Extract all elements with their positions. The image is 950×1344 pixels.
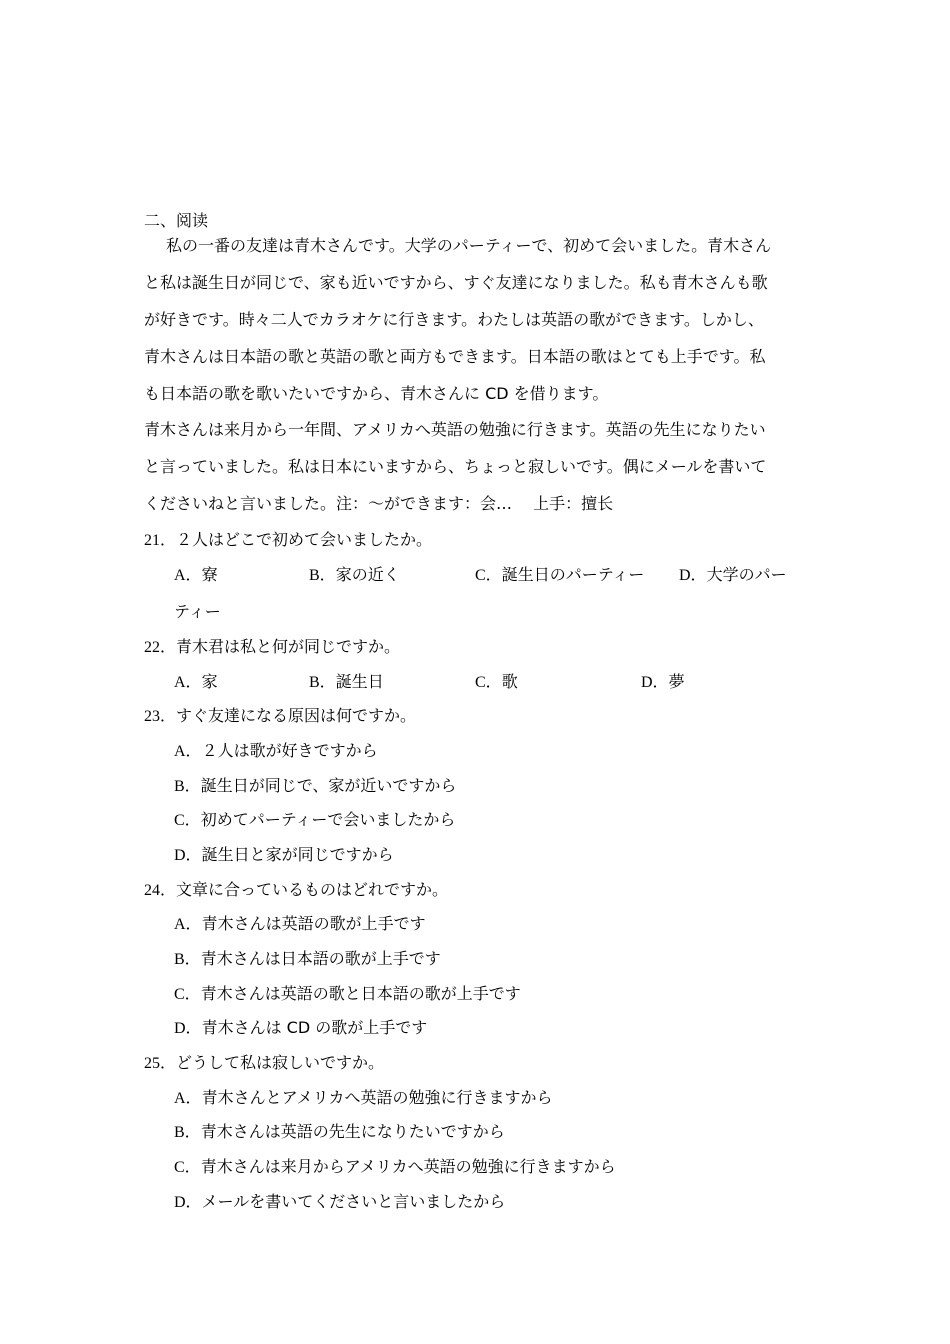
option-a: A．寮 — [174, 565, 218, 584]
option-c: C．初めてパーティーで会いましたから — [174, 810, 456, 829]
option-d: D．大学のパー — [679, 565, 787, 584]
question-text: 文章に合っているものはどれですか。 — [176, 880, 449, 899]
passage-line: 青木さんは日本語の歌と英語の歌と両方もできます。日本語の歌はとても上手です。私 — [144, 347, 766, 366]
option-row — [174, 565, 814, 585]
option-b: B．家の近く — [309, 565, 400, 584]
question-number: 22． — [144, 639, 177, 656]
option-b: B．青木さんは日本語の歌が上手です — [174, 949, 441, 968]
question-text: どうして私は寂しいですか。 — [176, 1053, 385, 1072]
question-text: ２人はどこで初めて会いましたか。 — [176, 530, 433, 549]
option-d: D．メールを書いてくださいと言いましたから — [174, 1192, 506, 1211]
passage-line: と言っていました。私は日本にいますから、ちょっと寂しいです。偶にメールを書いて — [144, 457, 767, 476]
passage-line: が好きです。時々二人でカラオケに行きます。わたしは英語の歌ができます。しかし、 — [144, 310, 764, 329]
question-text: 青木君は私と何が同じですか。 — [176, 637, 401, 656]
option-d-continued: ティー — [174, 602, 221, 621]
question-number: 23． — [144, 708, 177, 725]
passage-line: 青木さんは来月から一年間、アメリカへ英語の勉強に行きます。英語の先生になりたい — [144, 420, 766, 439]
question-stem — [144, 1053, 384, 1073]
option-b: B．誕生日 — [309, 672, 384, 691]
option-d: D．誕生日と家が同じですから — [174, 845, 394, 864]
question-number: 25． — [144, 1055, 177, 1072]
question-stem — [144, 706, 416, 726]
option-b: B．青木さんは英語の先生になりたいですから — [174, 1122, 505, 1141]
option-c: C．青木さんは来月からアメリカへ英語の勉強に行きますから — [174, 1157, 616, 1176]
question-number: 21． — [144, 532, 177, 549]
option-d: D．青木さんは CD の歌が上手です — [174, 1018, 428, 1037]
option-c: C．歌 — [475, 672, 518, 691]
passage-line: くださいねと言いました。注：～ができます：会… 上手：擅长 — [144, 494, 614, 513]
passage-line: 私の一番の友達は青木さんです。大学のパーティーで、初めて会いました。青木さん — [166, 236, 772, 255]
question-number: 24． — [144, 882, 177, 899]
option-c: C．誕生日のパーティー — [475, 565, 645, 584]
section-title: 二、阅读 — [144, 211, 209, 230]
option-c: C．青木さんは英語の歌と日本語の歌が上手です — [174, 984, 521, 1003]
passage-line: と私は誕生日が同じで、家も近いですから、すぐ友達になりました。私も青木さんも歌 — [144, 273, 768, 292]
question-text: すぐ友達になる原因は何ですか。 — [176, 706, 417, 725]
option-d: D．夢 — [641, 672, 685, 691]
passage-line: も日本語の歌を歌いたいですから、青木さんに CD を借ります。 — [144, 384, 609, 403]
question-stem — [144, 637, 400, 657]
question-stem — [144, 530, 432, 550]
option-a: A．青木さんとアメリカへ英語の勉強に行きますから — [174, 1088, 553, 1107]
option-a: A．家 — [174, 672, 218, 691]
question-stem — [144, 880, 448, 900]
option-a: A．青木さんは英語の歌が上手です — [174, 914, 426, 933]
option-row — [174, 672, 814, 692]
option-a: A．２人は歌が好きですから — [174, 741, 378, 760]
option-b: B．誕生日が同じで、家が近いですから — [174, 776, 457, 795]
